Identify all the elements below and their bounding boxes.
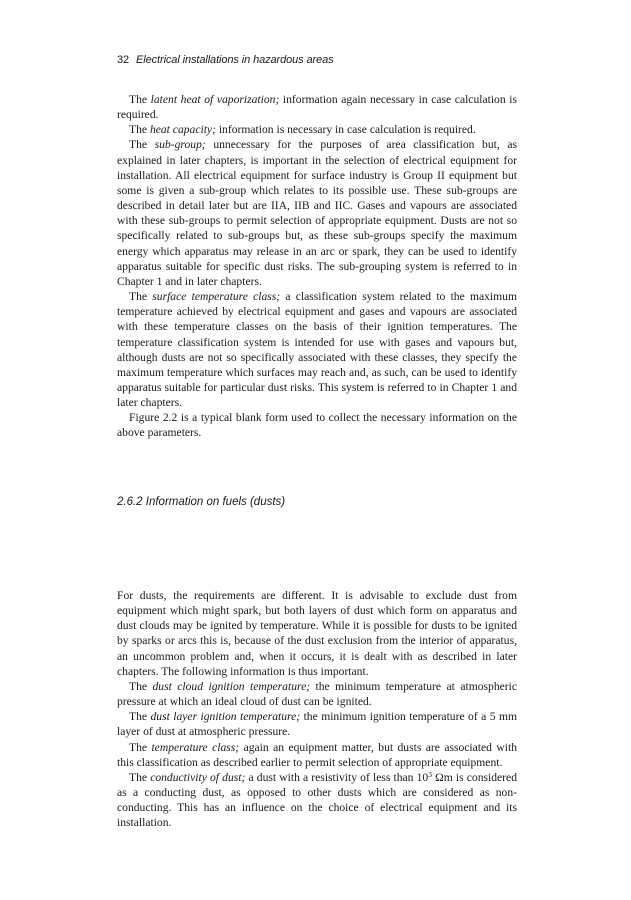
running-title: Electrical installations in hazardous areas bbox=[136, 54, 334, 66]
term-surface-temperature-class: surface temperature class; bbox=[152, 290, 281, 304]
term-temperature-class: temperature class; bbox=[151, 740, 240, 754]
paragraph-temperature-class: The temperature class; again an equipment matter, but dusts are associated with this classification as described earlier to permit selection of appropriate equipment. bbox=[117, 740, 517, 769]
page-number: 32 bbox=[117, 54, 130, 66]
paragraph-figure-reference: Figure 2.2 is a typical blank form used to collect the necessary information on the above parameters. bbox=[117, 411, 517, 440]
term-sub-group: sub-group; bbox=[154, 138, 206, 152]
paragraph-dust-cloud: The dust cloud ignition temperature; the minimum temperature at atmospheric pressure at which an ideal cloud of dust can be ignited. bbox=[117, 679, 517, 709]
paragraph-dust-layer: The dust layer ignition temperature; the minimum ignition temperature of a 5 mm layer of dust at atmospheric pressure. bbox=[117, 710, 518, 739]
body-section-gases bbox=[117, 92, 517, 441]
term-conductivity: conductivity of dust; bbox=[150, 770, 246, 784]
term-dust-layer: dust layer ignition temperature; bbox=[150, 710, 301, 724]
term-latent-heat: latent heat of vaporization; bbox=[150, 93, 280, 106]
paragraph-surface-temperature-class: The surface temperature class; a classification system related to the maximum temperature achieved by electrical equipment and gases and vapours are associated with these temperature classes on the basis of their ignition temperatures. The temperature classification system is intended for use with gases and vapours but, although dusts are not so specifically associated with these classes, they specify the maximum temperature which surfaces may reach and, as such, can be used to identify apparatus suitable for particular dust risks. This system is referred to in Chapter 1 and later chapters. bbox=[117, 290, 517, 410]
paragraph-latent-heat: The latent heat of vaporization; information again necessary in case calculation is required. bbox=[117, 93, 517, 122]
body-section-dusts bbox=[117, 588, 517, 831]
paragraph-dust-intro: For dusts, the requirements are different. It is advisable to exclude dust from equipment which might spark, but both layers of dust which form on apparatus and dust clouds may be ignited by temperature. While it is possible for dusts to be ignited by sparks or arcs this is, because of the dust exclusion from the interior of apparatus, an uncommon problem and, when it occurs, it is dealt with as described in later chapters. The following information is thus important. bbox=[117, 589, 517, 678]
section-heading: 2.6.2 Information on fuels (dusts) bbox=[117, 496, 286, 508]
running-header bbox=[117, 54, 334, 66]
term-dust-cloud: dust cloud ignition temperature; bbox=[152, 679, 311, 693]
paragraph-sub-group: The sub-group; unnecessary for the purposes of area classification but, as explained in later chapters, is important in the selection of electrical equipment for installation. All electrical equipment for surface industry is Group II equipment but some is given a sub-group which relates to its possible use. These sub-groups are described in detail later but are IIA, IIB and IIC. Gases and vapours are associated with these sub-groups to permit selection of appropriate equipment. Dusts are not so specifically related to sub-groups but, as these sub-groups specify the maximum energy which apparatus may release in an arc or spark, they can be used to identify apparatus suitable for specific dust risks. The sub-grouping system is referred to in Chapter 1 and in later chapters. bbox=[117, 138, 518, 288]
paragraph-conductivity: The conductivity of dust; a dust with a resistivity of less than $10^3$ Ωm is considered as a conducting dust, as opposed to other dusts which are considered as non-conducting. This has an influence on the choice of electrical equipment and its installation. bbox=[117, 769, 517, 830]
term-heat-capacity: heat capacity; bbox=[149, 123, 216, 137]
exponent: 3 bbox=[428, 769, 432, 779]
paragraph-heat-capacity: The heat capacity; information is necessary in case calculation is required. bbox=[129, 123, 476, 137]
